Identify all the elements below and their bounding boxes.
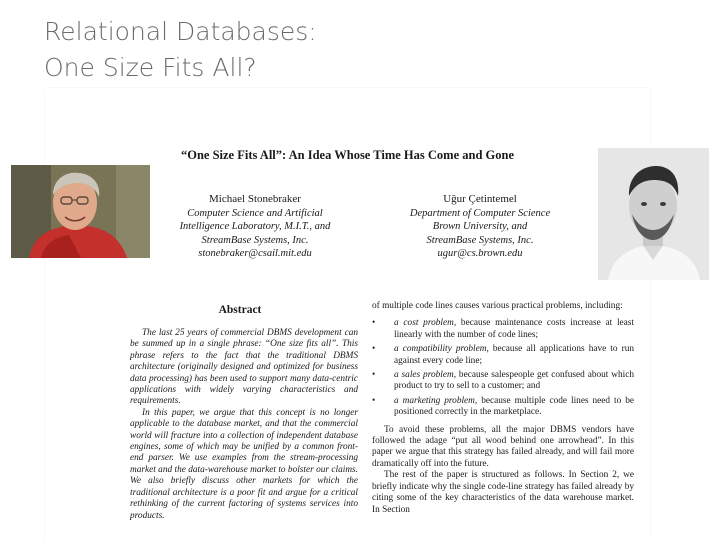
person-portrait-icon	[598, 148, 709, 280]
author-name: Uğur Çetintemel	[443, 193, 517, 205]
author-affiliation-line: Department of Computer Science	[409, 207, 551, 219]
right-column-body	[372, 301, 634, 516]
author-affiliation-line: StreamBase Systems, Inc.	[201, 234, 309, 246]
person-portrait-icon	[11, 165, 150, 258]
abstract-heading: Abstract	[218, 304, 262, 316]
author-email: stonebraker@csail.mit.edu	[198, 248, 312, 259]
author-photo-cetintemel	[598, 148, 709, 280]
list-item-term: a cost problem,	[394, 318, 457, 329]
body-paragraph: The rest of the paper is structured as follows. In Section 2, we briefly indicate why the single code-line strategy has failed already by citing some of the key characteristics of the data warehouse market. In Section	[372, 470, 634, 515]
bullet-marker: •	[372, 344, 376, 355]
abstract-body	[130, 328, 358, 522]
slide-title	[44, 14, 317, 86]
author-block-stonebraker	[140, 193, 370, 261]
author-affiliation-line: StreamBase Systems, Inc.	[426, 234, 534, 246]
abstract-paragraph: The last 25 years of commercial DBMS development can be summed up in a single phrase: “One size fits all”. This phrase refers to the fact that the traditional DBMS architecture (originally designed and optimized for business data processing) has been used to support many data-centric applications with widely varying characteristics and requirements.	[130, 328, 358, 407]
list-item-text: because all applications have to run against every code line;	[394, 344, 634, 366]
slide-title-line-1: Relational Databases:	[44, 17, 317, 46]
author-email: ugur@cs.brown.edu	[437, 248, 523, 259]
list-item	[372, 344, 634, 367]
author-affiliation-line: Intelligence Laboratory, M.I.T., and	[179, 221, 331, 232]
body-paragraph: To avoid these problems, all the major DBMS vendors have followed the adage “put all wood behind one arrowhead”. In this paper we argue that this strategy has failed already, and will fail more dramatically off into the future.	[372, 424, 634, 469]
abstract-paragraph: In this paper, we argue that this concept is no longer applicable to the database market, and that the commercial world will fracture into a collection of independent database engines, some of which may be unified by a common front-end parser. We use examples from the stream-processing market and the data-warehouse market to bolster our claims. We also briefly discuss other markets for which the traditional architecture is a poor fit and argue for a critical rethinking of the current factoring of systems services into products.	[130, 407, 358, 521]
author-name: Michael Stonebraker	[209, 193, 301, 205]
author-block-cetintemel	[365, 193, 595, 261]
problem-list	[372, 318, 634, 418]
right-intro: of multiple code lines causes various practical problems, including:	[372, 301, 623, 311]
bullet-marker: •	[372, 370, 376, 381]
list-item-text: because multiple code lines need to be positioned correctly in the marketplace.	[394, 395, 634, 418]
list-item-term: a compatibility problem,	[394, 344, 489, 355]
author-affiliation-line: Computer Science and Artificial	[187, 207, 323, 219]
list-item	[372, 396, 634, 419]
list-item	[372, 318, 634, 341]
bullet-marker: •	[372, 395, 376, 406]
slide-title-line-2: One Size Fits All?	[44, 53, 257, 82]
list-item-text: because salespeople get confused about which product to try to sell to a customer; and	[394, 370, 634, 392]
paper-title: “One Size Fits All”: An Idea Whose Time Has Come and Gone	[180, 148, 514, 162]
list-item-term: a sales problem,	[394, 370, 457, 381]
author-affiliation-line: Brown University, and	[432, 221, 528, 232]
list-item	[372, 370, 634, 393]
paper-page-image	[45, 88, 650, 540]
list-item-text: because maintenance costs increase at least linearly with the number of code lines;	[394, 318, 634, 340]
list-item-term: a marketing problem,	[394, 395, 478, 406]
author-photo-stonebraker	[11, 165, 150, 258]
bullet-marker: •	[372, 318, 376, 329]
